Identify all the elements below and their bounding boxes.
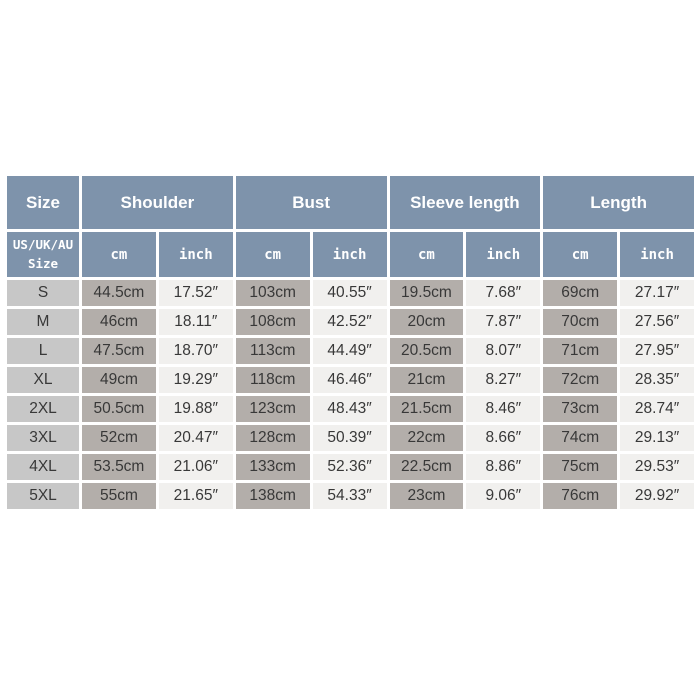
bust-inch-cell: 40.55″ xyxy=(313,280,387,306)
shoulder-inch-cell: 19.29″ xyxy=(159,367,233,393)
length-inch-cell: 27.95″ xyxy=(620,338,694,364)
shoulder-inch-cell: 21.06″ xyxy=(159,454,233,480)
sleeve-cm-cell: 23cm xyxy=(390,483,464,509)
length-cm-cell: 72cm xyxy=(543,367,617,393)
size-cell-5xl: 5XL xyxy=(7,483,79,509)
size-cell-m: M xyxy=(7,309,79,335)
shoulder-inch-cell: 19.88″ xyxy=(159,396,233,422)
subheader-bust-inch: inch xyxy=(313,232,387,277)
shoulder-cm-cell: 47.5cm xyxy=(82,338,156,364)
sleeve-cm-cell: 20cm xyxy=(390,309,464,335)
shoulder-cm-cell: 44.5cm xyxy=(82,280,156,306)
length-cm-cell: 75cm xyxy=(543,454,617,480)
length-inch-cell: 28.74″ xyxy=(620,396,694,422)
length-cm-cell: 76cm xyxy=(543,483,617,509)
length-inch-cell: 29.53″ xyxy=(620,454,694,480)
length-inch-cell: 27.17″ xyxy=(620,280,694,306)
sleeve-inch-cell: 8.07″ xyxy=(466,338,540,364)
bust-cm-cell: 118cm xyxy=(236,367,310,393)
size-cell-l: L xyxy=(7,338,79,364)
size-chart-table xyxy=(7,176,694,509)
bust-cm-cell: 133cm xyxy=(236,454,310,480)
header-bust: Bust xyxy=(236,176,387,229)
shoulder-inch-cell: 18.70″ xyxy=(159,338,233,364)
shoulder-cm-cell: 53.5cm xyxy=(82,454,156,480)
shoulder-cm-cell: 50.5cm xyxy=(82,396,156,422)
sleeve-inch-cell: 8.27″ xyxy=(466,367,540,393)
length-cm-cell: 71cm xyxy=(543,338,617,364)
sleeve-cm-cell: 21.5cm xyxy=(390,396,464,422)
size-cell-s: S xyxy=(7,280,79,306)
sleeve-inch-cell: 8.46″ xyxy=(466,396,540,422)
bust-inch-cell: 48.43″ xyxy=(313,396,387,422)
bust-inch-cell: 50.39″ xyxy=(313,425,387,451)
bust-inch-cell: 52.36″ xyxy=(313,454,387,480)
sleeve-inch-cell: 7.68″ xyxy=(466,280,540,306)
sleeve-cm-cell: 22cm xyxy=(390,425,464,451)
subheader-us-uk-au-size xyxy=(7,232,79,277)
bust-inch-cell: 42.52″ xyxy=(313,309,387,335)
length-inch-cell: 29.13″ xyxy=(620,425,694,451)
size-cell-xl: XL xyxy=(7,367,79,393)
sleeve-cm-cell: 22.5cm xyxy=(390,454,464,480)
sleeve-cm-cell: 21cm xyxy=(390,367,464,393)
bust-cm-cell: 128cm xyxy=(236,425,310,451)
bust-cm-cell: 123cm xyxy=(236,396,310,422)
bust-inch-cell: 54.33″ xyxy=(313,483,387,509)
subheader-length-cm: cm xyxy=(543,232,617,277)
header-length: Length xyxy=(543,176,694,229)
header-sleeve-length: Sleeve length xyxy=(390,176,541,229)
sleeve-cm-cell: 20.5cm xyxy=(390,338,464,364)
subheader-shoulder-inch: inch xyxy=(159,232,233,277)
header-size: Size xyxy=(7,176,79,229)
bust-cm-cell: 108cm xyxy=(236,309,310,335)
sleeve-inch-cell: 7.87″ xyxy=(466,309,540,335)
subheader-sleeve-inch: inch xyxy=(466,232,540,277)
shoulder-cm-cell: 46cm xyxy=(82,309,156,335)
subheader-shoulder-cm: cm xyxy=(82,232,156,277)
shoulder-cm-cell: 49cm xyxy=(82,367,156,393)
bust-inch-cell: 44.49″ xyxy=(313,338,387,364)
shoulder-inch-cell: 17.52″ xyxy=(159,280,233,306)
header-shoulder: Shoulder xyxy=(82,176,233,229)
bust-cm-cell: 113cm xyxy=(236,338,310,364)
shoulder-inch-cell: 21.65″ xyxy=(159,483,233,509)
shoulder-inch-cell: 20.47″ xyxy=(159,425,233,451)
sleeve-inch-cell: 8.66″ xyxy=(466,425,540,451)
sleeve-cm-cell: 19.5cm xyxy=(390,280,464,306)
subheader-sleeve-cm: cm xyxy=(390,232,464,277)
subheader-line-2: Size xyxy=(27,255,59,271)
shoulder-cm-cell: 55cm xyxy=(82,483,156,509)
length-cm-cell: 74cm xyxy=(543,425,617,451)
sleeve-inch-cell: 8.86″ xyxy=(466,454,540,480)
size-cell-2xl: 2XL xyxy=(7,396,79,422)
bust-cm-cell: 138cm xyxy=(236,483,310,509)
subheader-line-1: US/UK/AU xyxy=(12,236,74,252)
length-cm-cell: 69cm xyxy=(543,280,617,306)
length-cm-cell: 70cm xyxy=(543,309,617,335)
subheader-bust-cm: cm xyxy=(236,232,310,277)
shoulder-inch-cell: 18.11″ xyxy=(159,309,233,335)
subheader-length-inch: inch xyxy=(620,232,694,277)
sleeve-inch-cell: 9.06″ xyxy=(466,483,540,509)
length-inch-cell: 28.35″ xyxy=(620,367,694,393)
bust-cm-cell: 103cm xyxy=(236,280,310,306)
bust-inch-cell: 46.46″ xyxy=(313,367,387,393)
length-inch-cell: 29.92″ xyxy=(620,483,694,509)
shoulder-cm-cell: 52cm xyxy=(82,425,156,451)
length-cm-cell: 73cm xyxy=(543,396,617,422)
size-cell-3xl: 3XL xyxy=(7,425,79,451)
length-inch-cell: 27.56″ xyxy=(620,309,694,335)
size-cell-4xl: 4XL xyxy=(7,454,79,480)
